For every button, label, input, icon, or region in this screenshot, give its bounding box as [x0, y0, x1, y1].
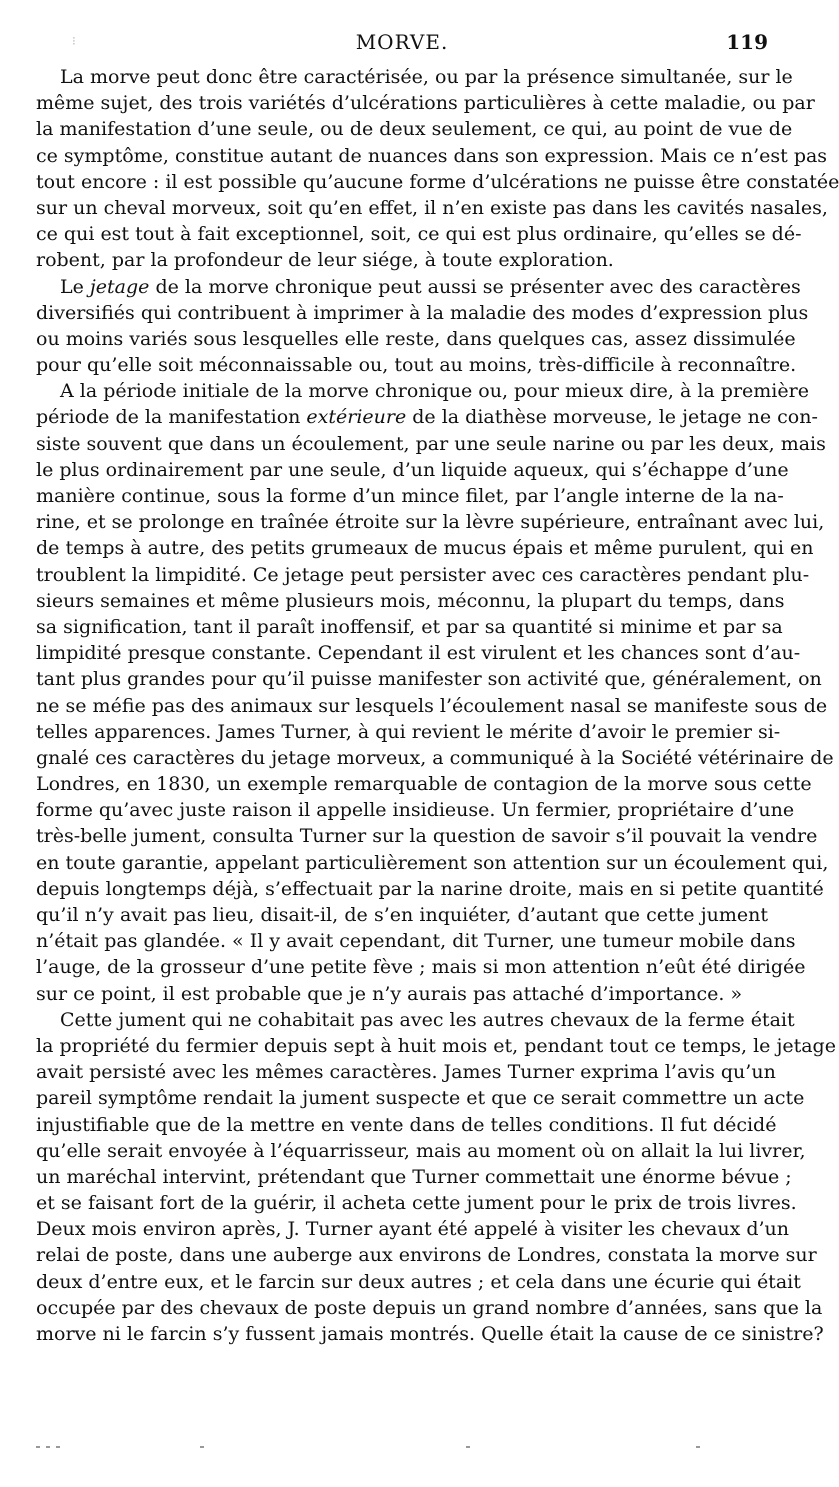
text-line: A la période initiale de la morve chronique ou, pour mieux dire, à la première	[60, 380, 809, 403]
speck	[696, 1446, 700, 1448]
speck	[36, 1446, 40, 1448]
text-line: gnalé ces caractères du jetage morveux, a communiqué à la Société vétérinaire de	[36, 746, 834, 769]
text-line: tout encore : il est possible qu’aucune forme d’ulcérations ne puisse être constatée	[36, 170, 839, 193]
page-number: 119	[726, 30, 768, 54]
text-line: rine, et se prolonge en traînée étroite sur la lèvre supérieure, entraînant avec lui,	[36, 511, 825, 534]
speck	[200, 1446, 204, 1448]
text-line: sieurs semaines et même plusieurs mois, méconnu, la plupart du temps, dans	[36, 589, 785, 612]
text-line: Le jetage de la morve chronique peut aussi se présenter avec des caractères	[60, 275, 801, 298]
text-line: même sujet, des trois variétés d’ulcérations particulières à cette maladie, ou par	[36, 92, 815, 115]
speck	[466, 1446, 470, 1448]
emphasis-word: extérieure	[306, 406, 407, 429]
text-line: Londres, en 1830, un exemple remarquable de contagion de la morve sous cette	[36, 773, 812, 796]
page-header	[36, 30, 768, 58]
running-title: MORVE.	[355, 30, 449, 54]
speck	[46, 1446, 50, 1448]
text-line: diversifiés qui contribuent à imprimer à la maladie des modes d’expression plus	[36, 301, 809, 324]
footer-specks	[36, 1446, 768, 1456]
body-text	[36, 64, 839, 1347]
text-line: relai de poste, dans une auberge aux environs de Londres, constata la morve sur	[36, 1244, 817, 1267]
text-line: troublent la limpidité. Ce jetage peut persister avec ces caractères pendant plu-	[36, 563, 810, 586]
text-line: robent, par la profondeur de leur siége, à toute exploration.	[36, 249, 614, 272]
text-line: depuis longtemps déjà, s’effectuait par la narine droite, mais en si petite quantité	[36, 877, 824, 900]
text-line: limpidité presque constante. Cependant il est virulent et les chances sont d’au-	[36, 642, 801, 665]
text-line: le plus ordinairement par une seule, d’un liquide aqueux, qui s’échappe d’une	[36, 458, 789, 481]
text-line: siste souvent que dans un écoulement, par une seule narine ou par les deux, mais	[36, 432, 826, 455]
text-line: la propriété du fermier depuis sept à huit mois et, pendant tout ce temps, le jetage	[36, 1034, 836, 1057]
text-line: et se faisant fort de la guérir, il acheta cette jument pour le prix de trois livres.	[36, 1192, 797, 1215]
text-line: ce qui est tout à fait exceptionnel, soit, ce qui est plus ordinaire, qu’elles se dé-	[36, 223, 802, 246]
text-line: morve ni le farcin s’y fussent jamais montrés. Quelle était la cause de ce sinistre?	[36, 1323, 824, 1345]
speck	[56, 1446, 60, 1448]
text-line: ce symptôme, constitue autant de nuances dans son expression. Mais ce n’est pas	[36, 144, 828, 167]
text-line: pour qu’elle soit méconnaissable ou, tout au moins, très-difficile à reconnaître.	[36, 354, 797, 377]
text-line: Deux mois environ après, J. Turner ayant été appelé à visiter les chevaux d’un	[36, 1218, 790, 1241]
text-line: qu’il n’y avait pas lieu, disait-il, de s’en inquiéter, d’autant que cette jument	[36, 904, 768, 926]
text-line: manière continue, sous la forme d’un mince filet, par l’angle interne de la na-	[36, 485, 784, 507]
text-line: telles apparences. James Turner, à qui revient le mérite d’avoir le premier si-	[36, 720, 781, 743]
text-line: très-belle jument, consulta Turner sur la question de savoir s’il pouvait la vendre	[36, 825, 818, 848]
text-line: sur ce point, il est probable que je n’y aurais pas attaché d’importance. »	[36, 982, 743, 1005]
text-line: période de la manifestation extérieure de la diathèse morveuse, le jetage ne con-	[36, 406, 818, 429]
text-line: injustifiable que de la mettre en vente dans de telles conditions. Il fut décidé	[36, 1113, 777, 1136]
text-line: de temps à autre, des petits grumeaux de mucus épais et même purulent, qui en	[36, 537, 814, 560]
text-line: en toute garantie, appelant particulièrement son attention sur un écoulement qui,	[36, 851, 829, 874]
emphasis-word: jetage	[89, 275, 150, 298]
text-line: occupée par des chevaux de poste depuis un grand nombre d’années, sans que la	[36, 1296, 823, 1319]
text-line: ne se méfie pas des animaux sur lesquels l’écoulement nasal se manifeste sous de	[36, 694, 828, 717]
text-line: l’auge, de la grosseur d’une petite fève ; mais si mon attention n’eût été dirigée	[36, 956, 806, 979]
text-line: deux d’entre eux, et le farcin sur deux autres ; et cela dans une écurie qui était	[36, 1270, 801, 1293]
text-line: pareil symptôme rendait la jument suspecte et que ce serait commettre un acte	[36, 1087, 805, 1110]
text-line: un maréchal intervint, prétendant que Turner commettait une énorme bévue ;	[36, 1165, 792, 1188]
margin-mark: ⁝	[72, 34, 76, 48]
text-line: forme qu’avec juste raison il appelle insidieuse. Un fermier, propriétaire d’une	[36, 799, 795, 822]
text-line: n’était pas glandée. « Il y avait cependant, dit Turner, une tumeur mobile dans	[36, 930, 796, 953]
text-line: tant plus grandes pour qu’il puisse manifester son activité que, généralement, on	[36, 668, 822, 691]
text-line: ou moins variés sous lesquelles elle reste, dans quelques cas, assez dissimulée	[36, 327, 796, 350]
text-line: Cette jument qui ne cohabitait pas avec les autres chevaux de la ferme était	[60, 1008, 795, 1031]
text-line: sa signification, tant il paraît inoffensif, et par sa quantité si minime et par sa	[36, 615, 783, 638]
text-line: la manifestation d’une seule, ou de deux seulement, ce qui, au point de vue de	[36, 118, 793, 141]
text-line: avait persisté avec les mêmes caractères. James Turner exprima l’avis qu’un	[36, 1061, 776, 1084]
text-line: La morve peut donc être caractérisée, ou par la présence simultanée, sur le	[60, 66, 793, 88]
text-line: sur un cheval morveux, soit qu’en effet, il n’en existe pas dans les cavités nasales,	[36, 196, 828, 219]
text-line: qu’elle serait envoyée à l’équarrisseur, mais au moment où on allait la lui livrer,	[36, 1139, 806, 1162]
